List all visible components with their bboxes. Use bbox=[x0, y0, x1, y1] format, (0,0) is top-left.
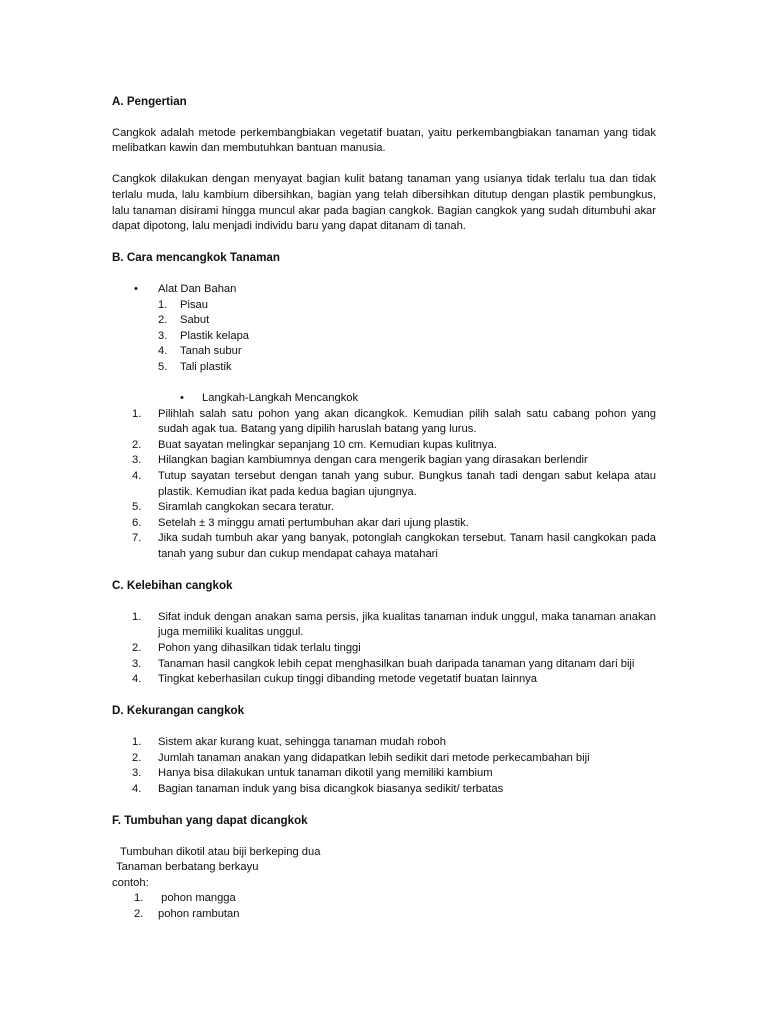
list-item bbox=[112, 298, 656, 314]
tools-list bbox=[112, 298, 656, 376]
list-item bbox=[112, 407, 656, 438]
list-item bbox=[112, 438, 656, 454]
list-item bbox=[112, 735, 656, 751]
list-number: 2. bbox=[158, 314, 168, 327]
bullet-marker: • bbox=[180, 392, 184, 405]
list-item bbox=[112, 751, 656, 767]
list-item-text: Tanah subur bbox=[180, 345, 242, 358]
steps-bullet bbox=[112, 391, 656, 407]
list-item bbox=[112, 891, 656, 907]
list-item bbox=[112, 641, 656, 657]
list-number: 3. bbox=[132, 657, 142, 670]
list-item-text: pohon mangga bbox=[158, 892, 236, 905]
list-item-text: Tutup sayatan tersebut dengan tanah yang subur. Bungkus tanah tadi dengan sabut kelapa atau plastik. Kemudian ikat pada kedua bagian ujungnya. bbox=[158, 470, 656, 498]
list-item bbox=[112, 657, 656, 673]
list-item bbox=[112, 766, 656, 782]
list-item-text: Setelah ± 3 minggu amati pertumbuhan akar dari ujung plastik. bbox=[158, 516, 469, 529]
bullet-marker: • bbox=[134, 282, 138, 295]
list-number: 7. bbox=[132, 532, 142, 545]
steps-list bbox=[112, 407, 656, 563]
list-item-text: Hanya bisa dilakukan untuk tanaman dikotil yang memiliki kambium bbox=[158, 767, 493, 780]
list-number: 2. bbox=[132, 751, 142, 764]
section-d-title: D. Kekurangan cangkok bbox=[112, 704, 245, 718]
list-item-text: Jumlah tanaman anakan yang didapatkan lebih sedikit dari metode perkecambahan biji bbox=[158, 751, 590, 764]
section-a-paragraph-2: Cangkok dilakukan dengan menyayat bagian kulit batang tanaman yang usianya tidak terlalu tua dan tidak terlalu muda, lalu kambium dibersihkan, bagian yang telah dibersihkan ditutup dengan plastik pembungkus, lalu tanaman disirami hingga muncul akar pada bagian cangkok. Bagian cangkok yang sudah ditumbuhi akar dapat dipotong, lalu menjadi individu baru yang dapat ditanam di tanah. bbox=[112, 173, 656, 233]
list-item bbox=[112, 329, 656, 345]
list-item-text: Pohon yang dihasilkan tidak terlalu tinggi bbox=[158, 642, 361, 654]
list-number: 4. bbox=[158, 345, 168, 358]
list-item bbox=[112, 344, 656, 360]
list-number: 5. bbox=[132, 501, 142, 514]
list-number: 3. bbox=[132, 454, 142, 467]
list-number: 1. bbox=[134, 892, 144, 905]
list-number: 4. bbox=[132, 673, 142, 686]
list-item-text: Buat sayatan melingkar sepanjang 10 cm. Kemudian kupas kulitnya. bbox=[158, 438, 497, 451]
list-item bbox=[112, 516, 656, 532]
list-item-text: Siramlah cangkokan secara teratur. bbox=[158, 501, 334, 514]
list-item-text: Plastik kelapa bbox=[180, 329, 250, 342]
list-item-text: Pisau bbox=[180, 298, 208, 311]
examples-list bbox=[112, 891, 656, 922]
list-number: 1. bbox=[132, 407, 142, 420]
list-item-text: Sabut bbox=[180, 314, 210, 327]
list-item bbox=[112, 672, 656, 688]
list-item-text: Tingkat keberhasilan cukup tinggi dibanding metode vegetatif buatan lainnya bbox=[158, 673, 537, 686]
list-number: 5. bbox=[158, 360, 168, 373]
list-number: 2. bbox=[134, 907, 144, 920]
list-number: 3. bbox=[132, 767, 142, 780]
section-a-paragraph-1: Cangkok adalah metode perkembangbiakan vegetatif buatan, yaitu perkembangbiakan tanaman yang tidak melibatkan kawin dan membutuhkan bantuan manusia. bbox=[112, 126, 656, 155]
list-number: 1. bbox=[132, 610, 142, 623]
list-number: 2. bbox=[132, 642, 142, 654]
list-item bbox=[112, 453, 656, 469]
list-item-text: Tanaman hasil cangkok lebih cepat menghasilkan buah daripada tanaman yang ditanam dari biji bbox=[158, 657, 635, 670]
steps-heading: Langkah-Langkah Mencangkok bbox=[202, 392, 359, 405]
list-item-text: Sifat induk dengan anakan sama persis, jika kualitas tanaman induk unggul, maka tanaman anakan juga memiliki kualitas unggul. bbox=[158, 610, 656, 639]
section-f-line-2: Tanaman berbatang berkayu bbox=[116, 861, 259, 874]
list-item bbox=[112, 907, 656, 923]
list-item-text: Jika sudah tumbuh akar yang banyak, potonglah cangkokan tersebut. Tanam hasil cangkokan pada tanah yang subur dan cukup mendapat cahaya matahari bbox=[158, 532, 656, 561]
list-item-text: Tali plastik bbox=[180, 360, 232, 373]
disadvantages-list bbox=[112, 735, 656, 797]
section-f-line-3: contoh: bbox=[112, 876, 149, 889]
tools-bullet bbox=[112, 282, 656, 298]
list-item-text: Pilihlah salah satu pohon yang akan dicangkok. Kemudian pilih salah satu cabang pohon yang sudah agak tua. Batang yang dipilih haruslah batang yang lurus. bbox=[158, 407, 656, 436]
list-item bbox=[112, 500, 656, 516]
list-item bbox=[112, 469, 656, 500]
list-number: 4. bbox=[132, 782, 142, 795]
section-a-title: A. Pengertian bbox=[112, 95, 187, 108]
list-number: 6. bbox=[132, 516, 142, 529]
advantages-list bbox=[112, 610, 656, 688]
list-item bbox=[112, 610, 656, 641]
list-item-text: Hilangkan bagian kambiumnya dengan cara mengerik bagian yang dirasakan berlendir bbox=[158, 454, 588, 467]
section-b-title: B. Cara mencangkok Tanaman bbox=[112, 251, 280, 265]
list-number: 1. bbox=[132, 735, 142, 748]
section-f-line-1: Tumbuhan dikotil atau biji berkeping dua bbox=[120, 845, 321, 858]
list-item bbox=[112, 360, 656, 376]
list-number: 3. bbox=[158, 329, 168, 342]
list-number: 2. bbox=[132, 438, 142, 451]
tools-heading: Alat Dan Bahan bbox=[158, 282, 237, 295]
list-item-text: Sistem akar kurang kuat, sehingga tanaman mudah roboh bbox=[158, 735, 446, 748]
list-number: 1. bbox=[158, 298, 168, 311]
list-item-text: Bagian tanaman induk yang bisa dicangkok biasanya sedikit/ terbatas bbox=[158, 782, 504, 795]
document-page bbox=[112, 94, 656, 923]
list-number: 4. bbox=[132, 470, 142, 483]
list-item bbox=[112, 313, 656, 329]
list-item bbox=[112, 782, 656, 798]
list-item bbox=[112, 531, 656, 562]
section-c-title: C. Kelebihan cangkok bbox=[112, 579, 233, 593]
list-item-text: pohon rambutan bbox=[158, 907, 240, 920]
section-f-title: F. Tumbuhan yang dapat dicangkok bbox=[112, 813, 308, 827]
